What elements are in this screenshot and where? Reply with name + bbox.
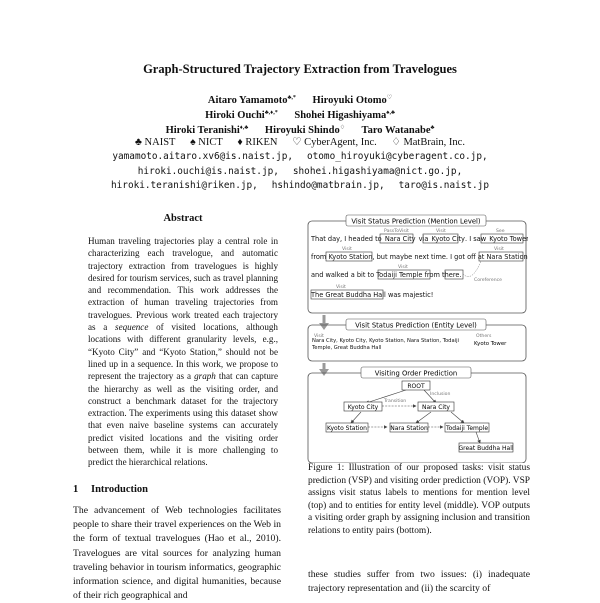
panel-title: Visit Status Prediction (Entity Level)	[355, 321, 477, 330]
affiliations: ♣ NAIST ♠ NICT ♦ RIKEN ♡ CyberAgent, Inc. ♢ MatBrain, Inc.	[135, 137, 465, 148]
affiliation: MatBrain, Inc.	[403, 137, 465, 148]
email-address[interactable]: taro@is.naist.jp	[398, 180, 489, 191]
mention-sentence-line: from Kyoto Station, but maybe next time. I got off at Nara Station	[311, 253, 528, 261]
email-address[interactable]: hiroki.ouchi@is.naist.jp,	[137, 165, 279, 177]
right-column-text: these studies suffer from two issues: (i) inadequate trajectory representation and (ii) the scarcity of	[308, 569, 530, 595]
author-name: Shohei Higashiyama	[294, 110, 387, 121]
author-name: Hiroki Ouchi	[205, 110, 265, 121]
affiliation: RIKEN	[245, 137, 278, 148]
author-name: Hiroki Teranishi	[165, 125, 240, 136]
graph-node: Great Buddha Hall	[458, 445, 514, 452]
figure-1	[306, 213, 528, 463]
mention-sentence-line: That day, I headed to Nara City via Kyoto City. I saw Kyoto Tower	[311, 235, 528, 243]
email-address[interactable]: otomo_hiroyuki@cyberagent.co.jp,	[307, 151, 488, 162]
graph-node: Kyoto Station	[327, 425, 367, 432]
mention-sentence-line: The Great Buddha Hall was majestic!	[311, 291, 434, 299]
email-address[interactable]: shohei.higashiyama@nict.go.jp,	[292, 165, 463, 177]
email-address[interactable]: hshindo@matbrain.jp,	[271, 180, 385, 191]
affiliation: NICT	[198, 137, 223, 148]
mention-label: Visit	[336, 285, 346, 290]
others-entities: Kyoto Tower	[474, 341, 507, 347]
author-list	[0, 92, 600, 137]
entity-group-label: Visit	[314, 334, 324, 339]
mention-label: Visit	[436, 229, 446, 234]
graph-node: Todaiji Temple	[445, 425, 489, 432]
mention-label: Visit	[342, 247, 352, 252]
abstract-text: Human traveling trajectories play a central role in characterizing each travelogue, and automatic trajectory extraction from travelogues is highly desired for tourism services, such as travel planning and recommendation. This work addresses the extraction of human traveling trajectories from travelogues. Previous work treated each trajectory as a sequence of visited locations, although locations with different granularity levels, e.g., “Kyoto City” and “Kyoto Station,” should not be lined up in a sequence. In this work, we propose to represent the trajectory as a graph that can capture the hierarchy as well as the visiting order, and construct a benchmark dataset for the trajectory extraction. The experiments using this dataset show that even naive baseline systems can accurately predict visited locations and the visiting order between them, while it is more challenging to predict the hierarchical relations.	[88, 236, 278, 468]
panel-title: Visiting Order Prediction	[374, 369, 458, 378]
abstract-heading: Abstract	[163, 213, 203, 224]
mention-label: Visit	[494, 247, 504, 252]
author-line-1: Aitaro Yamamoto♣,* Hiroyuki Otomo♡	[207, 95, 393, 106]
mention-label: Coreference	[474, 278, 502, 283]
down-arrow-icon	[319, 323, 329, 330]
affiliation: CyberAgent, Inc.	[304, 137, 377, 148]
author-name: Taro Watanabe	[361, 125, 431, 136]
affiliation: NAIST	[144, 137, 176, 148]
graph-node: Nara City	[422, 404, 450, 411]
graph-node: ROOT	[407, 383, 425, 390]
author-name: Aitaro Yamamoto	[207, 95, 288, 106]
mention-label: Visit	[398, 265, 408, 270]
mention-sentence-line: and walked a bit to Todaiji Temple from there.	[311, 271, 462, 279]
author-name: Hiroyuki Otomo	[312, 95, 387, 106]
down-arrow-icon	[319, 369, 329, 376]
author-name: Hiroyuki Shindo	[264, 125, 340, 136]
graph-node: Nara Station	[390, 425, 428, 432]
mention-label: See	[496, 229, 505, 234]
entity-group-label: Others	[476, 334, 492, 339]
section-heading-introduction: 1 Introduction	[73, 484, 148, 495]
edge-label: Inclusion	[430, 392, 451, 397]
panel-title: Visit Status Prediction (Mention Level)	[351, 217, 481, 226]
author-line-3: Hiroki Teranishi♦,♣ Hiroyuki Shindo♢ Taro Watanabe♣	[165, 125, 435, 136]
edge-label: Transition	[384, 399, 407, 404]
author-line-2: Hiroki Ouchi♣,♦,* Shohei Higashiyama♠,♣	[205, 110, 395, 121]
visit-entities: Nara City, Kyoto City, Kyoto Station, Nara Station, Todaiji Temple, Great Buddha Hall	[312, 338, 459, 351]
email-address[interactable]: hiroki.teranishi@riken.jp,	[111, 180, 258, 191]
email-address[interactable]: yamamoto.aitaro.xv6@is.naist.jp,	[112, 151, 293, 162]
email-list	[0, 150, 600, 194]
figure-caption: Figure 1: Illustration of our proposed tasks: visit status prediction (VSP) and visiting order prediction (VOP). VSP assigns visit status labels to mentions for mention level (top) and to entities for entity level (middle). VOP outputs a visiting order graph by assigning inclusion and transition relations to entity pairs (bottom).	[308, 463, 530, 536]
mention-label: PassToVisit	[384, 229, 409, 234]
graph-node: Kyoto City	[347, 404, 379, 411]
paper-title: Graph-Structured Trajectory Extraction from Travelogues	[143, 62, 457, 76]
introduction-text: The advancement of Web technologies facilitates people to share their travel experiences on the Web in the form of textual travelogues (Hao et al., 2010). Travelogues are vital sources for analyzing human traveling behavior in tourism informatics, geographic information science, and digital humanities, because of their rich geographical and	[73, 505, 281, 602]
